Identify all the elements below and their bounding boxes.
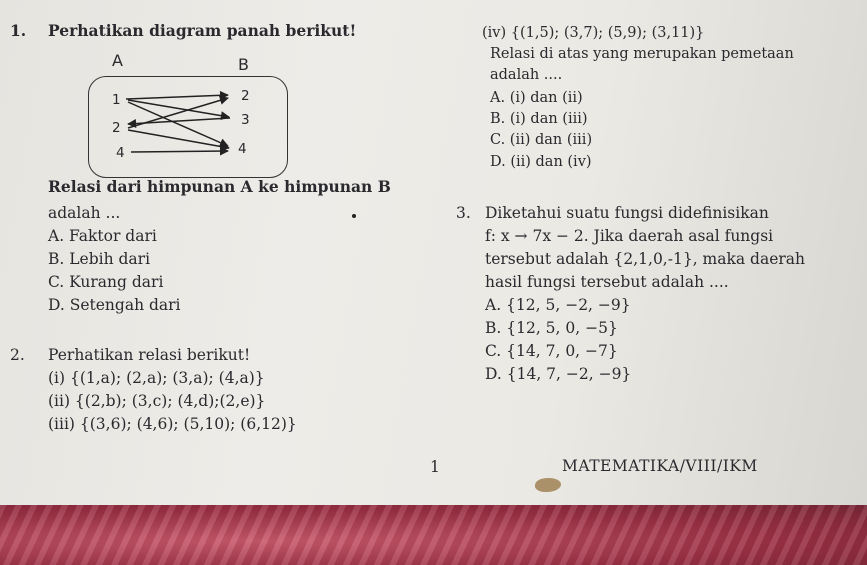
q1-question-line2: adalah ... bbox=[48, 204, 121, 222]
q1-option-b: B. Lebih dari bbox=[48, 250, 151, 268]
q2-option-d: D. (ii) dan (iv) bbox=[490, 154, 592, 170]
q3-line4: hasil fungsi tersebut adalah .... bbox=[485, 273, 729, 291]
ink-dot bbox=[352, 214, 356, 218]
arrow-4-to-4 bbox=[131, 151, 228, 152]
set-a-label: A bbox=[112, 51, 123, 70]
q2-prompt: Perhatikan relasi berikut! bbox=[48, 346, 251, 364]
set-b-element: 4 bbox=[238, 141, 247, 157]
relation-arrows bbox=[88, 50, 288, 180]
subject-footer: MATEMATIKA/VIII/IKM bbox=[562, 457, 758, 475]
set-b-label: B bbox=[238, 55, 249, 74]
q2-item-iii: (iii) {(3,6); (4,6); (5,10); (6,12)} bbox=[48, 415, 297, 433]
q2-item-i: (i) {(1,a); (2,a); (3,a); (4,a)} bbox=[48, 369, 265, 387]
q2-item-iv: (iv) {(1,5); (3,7); (5,9); (3,11)} bbox=[482, 25, 705, 41]
q2-number: 2. bbox=[10, 346, 25, 364]
q3-option-d: D. {14, 7, −2, −9} bbox=[485, 365, 632, 383]
set-a-element: 2 bbox=[112, 120, 121, 136]
q3-option-a: A. {12, 5, −2, −9} bbox=[485, 296, 631, 314]
arrow-3-to-2 bbox=[128, 118, 230, 124]
set-b-element: 3 bbox=[241, 112, 250, 128]
background-cloth bbox=[0, 505, 867, 565]
q3-option-c: C. {14, 7, 0, −7} bbox=[485, 342, 618, 360]
q2-item-ii: (ii) {(2,b); (3,c); (4,d);(2,e)} bbox=[48, 392, 266, 410]
q1-option-c: C. Kurang dari bbox=[48, 273, 164, 291]
page-number: 1 bbox=[430, 458, 440, 476]
q2-option-a: A. (i) dan (ii) bbox=[490, 90, 583, 106]
q3-number: 3. bbox=[456, 204, 471, 222]
q1-number: 1. bbox=[10, 21, 27, 40]
q3-option-b: B. {12, 5, 0, −5} bbox=[485, 319, 618, 337]
q3-line2: f: x → 7x − 2. Jika daerah asal fungsi bbox=[485, 227, 774, 245]
q1-option-d: D. Setengah dari bbox=[48, 296, 181, 314]
q1-option-a: A. Faktor dari bbox=[48, 227, 157, 245]
q3-line3: tersebut adalah {2,1,0,-1}, maka daerah bbox=[485, 250, 806, 268]
q3-line1: Diketahui suatu fungsi didefinisikan bbox=[485, 204, 769, 222]
q2-option-b: B. (i) dan (iii) bbox=[490, 111, 588, 127]
q1-prompt: Perhatikan diagram panah berikut! bbox=[48, 21, 357, 40]
arrow-diagram bbox=[88, 50, 288, 180]
set-a-element: 4 bbox=[116, 145, 125, 161]
set-a-element: 1 bbox=[112, 92, 121, 108]
q2-question-line2: adalah .... bbox=[490, 67, 563, 83]
q1-question-line1: Relasi dari himpunan A ke himpunan B bbox=[48, 177, 391, 196]
set-b-element: 2 bbox=[241, 88, 250, 104]
arrow-1-to-2 bbox=[126, 95, 228, 99]
q2-option-c: C. (ii) dan (iii) bbox=[490, 132, 593, 148]
q2-question-line1: Relasi di atas yang merupakan pemetaan bbox=[490, 46, 794, 62]
